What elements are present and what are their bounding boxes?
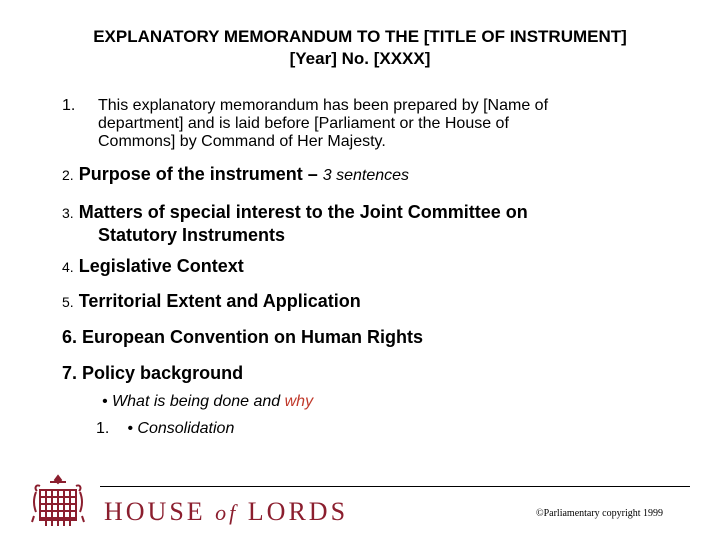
house-of-lords-wordmark — [104, 497, 348, 527]
section-7-number: 7. — [62, 363, 78, 383]
section-5-title: Territorial Extent and Application — [78, 291, 361, 311]
bullet-2-text: • Consolidation — [127, 420, 235, 437]
section-6-heading — [62, 326, 423, 348]
section-7-heading — [62, 362, 243, 384]
bullet-what-is-being-done — [102, 393, 313, 411]
section-4-heading — [62, 255, 244, 278]
title-line-2: [Year] No. [XXXX] — [289, 49, 431, 68]
section-3-title-line-1: Matters of special interest to the Joint Committee on — [78, 202, 528, 222]
bullet-2-number: 1. — [96, 420, 110, 437]
wordmark-of: of — [215, 500, 239, 525]
footer-divider — [100, 486, 690, 487]
portcullis-logo-icon — [28, 472, 88, 534]
document-title — [0, 26, 720, 70]
section-2-number: 2. — [62, 167, 74, 183]
section-3-number: 3. — [62, 205, 74, 221]
bullet-1-text: • What is being done and — [102, 393, 285, 410]
section-6-number: 6. — [62, 327, 78, 347]
paragraph-1-text: This explanatory memorandum has been prepared by [Name of department] and is laid before [Parliament or the House of Commons] by Command of Her Majesty. — [98, 97, 549, 150]
section-4-title: Legislative Context — [78, 256, 244, 276]
section-3-heading — [62, 201, 528, 246]
section-4-number: 4. — [62, 259, 74, 275]
bullet-1-red-text: why — [284, 393, 314, 410]
section-2-note: 3 sentences — [322, 167, 410, 184]
section-2-heading — [62, 163, 409, 187]
section-5-number: 5. — [62, 294, 74, 310]
section-3-title-line-2: Statutory Instruments — [98, 225, 286, 245]
copyright-notice: ©Parliamentary copyright 1999 — [536, 508, 664, 519]
section-2-title: Purpose of the instrument – — [78, 164, 323, 184]
wordmark-house: HOUSE — [104, 497, 206, 526]
bullet-consolidation — [96, 420, 234, 438]
section-5-heading — [62, 290, 361, 313]
section-7-title: Policy background — [82, 363, 244, 383]
wordmark-lords: LORDS — [247, 497, 349, 526]
section-6-title: European Convention on Human Rights — [82, 327, 424, 347]
title-line-1: EXPLANATORY MEMORANDUM TO THE [TITLE OF INSTRUMENT] — [93, 27, 627, 46]
paragraph-1-number: 1. — [62, 97, 76, 114]
